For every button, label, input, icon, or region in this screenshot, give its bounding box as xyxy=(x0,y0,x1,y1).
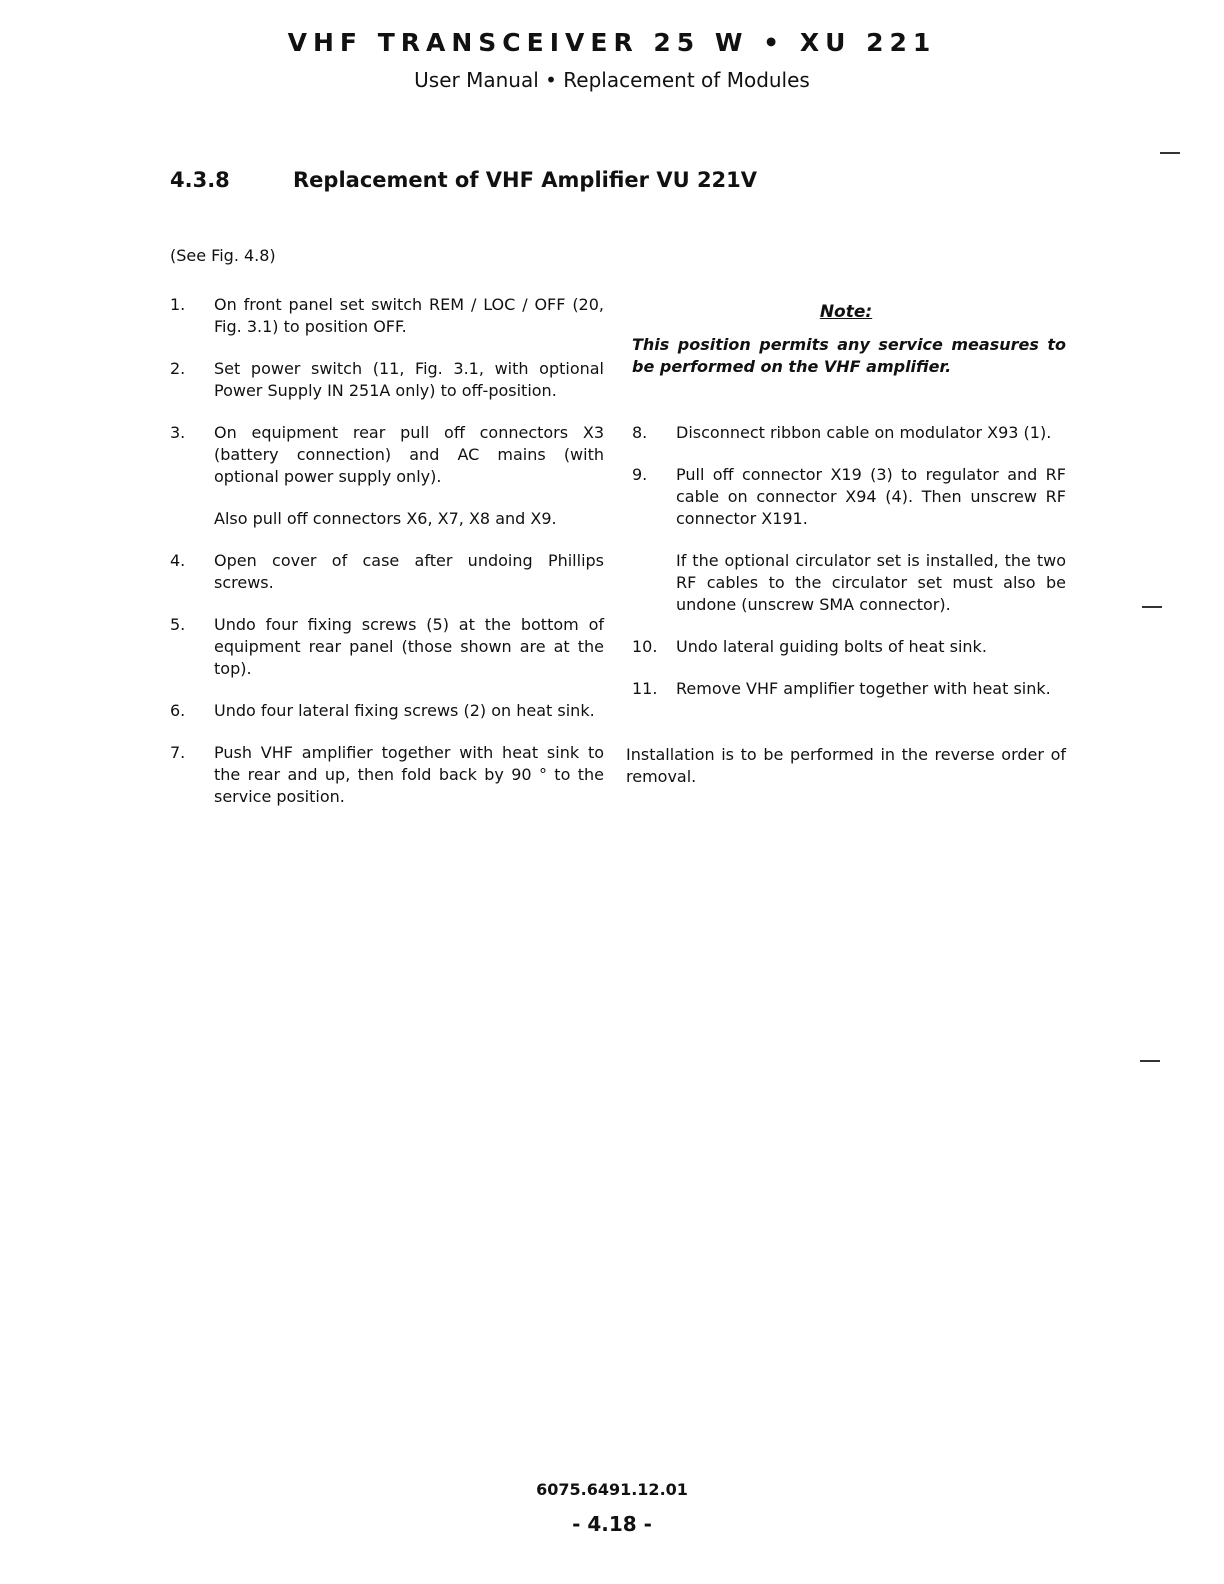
step-paragraph: Set power switch (11, Fig. 3.1, with optional Power Supply IN 251A only) to off-position. xyxy=(214,359,604,400)
step-text xyxy=(214,614,604,680)
step-text xyxy=(214,422,604,530)
step-text xyxy=(676,678,1066,700)
step-1 xyxy=(164,294,604,338)
step-number: 11. xyxy=(632,679,658,698)
step-paragraph: If the optional circulator set is installed, the two RF cables to the circulator set must also be undone (unscrew SMA connector). xyxy=(676,551,1066,614)
step-text xyxy=(676,464,1066,616)
step-paragraph: Also pull off connectors X6, X7, X8 and X9. xyxy=(214,509,557,528)
step-number: 6. xyxy=(170,701,186,720)
step-number: 7. xyxy=(170,743,186,762)
step-10 xyxy=(626,636,1066,658)
header-subtitle: User Manual • Replacement of Modules xyxy=(414,68,810,92)
step-6 xyxy=(164,700,604,722)
step-text xyxy=(676,422,1066,444)
step-number: 8. xyxy=(632,423,648,442)
step-number: 9. xyxy=(632,465,648,484)
step-3 xyxy=(164,422,604,530)
closing-note: Installation is to be performed in the reverse order of removal. xyxy=(626,745,1066,786)
note-text: This position permits any service measures to be performed on the VHF amplifier. xyxy=(632,335,1066,376)
step-5 xyxy=(164,614,604,680)
step-7 xyxy=(164,742,604,808)
step-paragraph: On front panel set switch REM / LOC / OFF (20, Fig. 3.1) to position OFF. xyxy=(214,295,604,336)
right-column xyxy=(626,302,1066,788)
page-number: - 4.18 - xyxy=(572,1512,652,1536)
step-4 xyxy=(164,550,604,594)
step-text xyxy=(214,358,604,402)
step-text xyxy=(214,742,604,808)
step-paragraph: Undo lateral guiding bolts of heat sink. xyxy=(676,637,987,656)
step-number: 3. xyxy=(170,423,186,442)
step-2 xyxy=(164,358,604,402)
step-paragraph: Pull off connector X19 (3) to regulator and RF cable on connector X94 (4). Then unscrew RF connector X191. xyxy=(676,465,1066,528)
step-number: 4. xyxy=(170,551,186,570)
step-number: 10. xyxy=(632,637,658,656)
left-column xyxy=(164,294,604,828)
step-paragraph: On equipment rear pull off connectors X3 (battery connection) and AC mains (with optional power supply only). xyxy=(214,423,604,486)
step-paragraph: Disconnect ribbon cable on modulator X93 (1). xyxy=(676,423,1052,442)
step-text xyxy=(214,294,604,338)
figure-reference: (See Fig. 4.8) xyxy=(170,246,276,265)
step-paragraph: Undo four fixing screws (5) at the bottom of equipment rear panel (those shown are at the top). xyxy=(214,615,604,678)
section-number: 4.3.8 xyxy=(170,168,230,192)
section-title: Replacement of VHF Amplifier VU 221V xyxy=(293,168,758,192)
note-heading: Note: xyxy=(819,302,873,322)
step-number: 2. xyxy=(170,359,186,378)
header-title: VHF TRANSCEIVER 25 W • XU 221 xyxy=(287,28,937,57)
step-text xyxy=(214,700,604,722)
document-number: 6075.6491.12.01 xyxy=(536,1480,688,1499)
step-number: 1. xyxy=(170,295,186,314)
step-number: 5. xyxy=(170,615,186,634)
margin-mark xyxy=(1140,1060,1160,1062)
step-text xyxy=(676,636,1066,658)
step-9 xyxy=(626,464,1066,616)
step-paragraph: Remove VHF amplifier together with heat sink. xyxy=(676,679,1051,698)
step-11 xyxy=(626,678,1066,700)
step-paragraph: Undo four lateral fixing screws (2) on heat sink. xyxy=(214,701,595,720)
step-text xyxy=(214,550,604,594)
step-paragraph: Open cover of case after undoing Phillips screws. xyxy=(214,551,604,592)
step-paragraph: Push VHF amplifier together with heat sink to the rear and up, then fold back by 90 ° to the service position. xyxy=(214,743,604,806)
step-8 xyxy=(626,422,1066,444)
margin-mark xyxy=(1142,606,1162,608)
margin-mark xyxy=(1160,152,1180,154)
